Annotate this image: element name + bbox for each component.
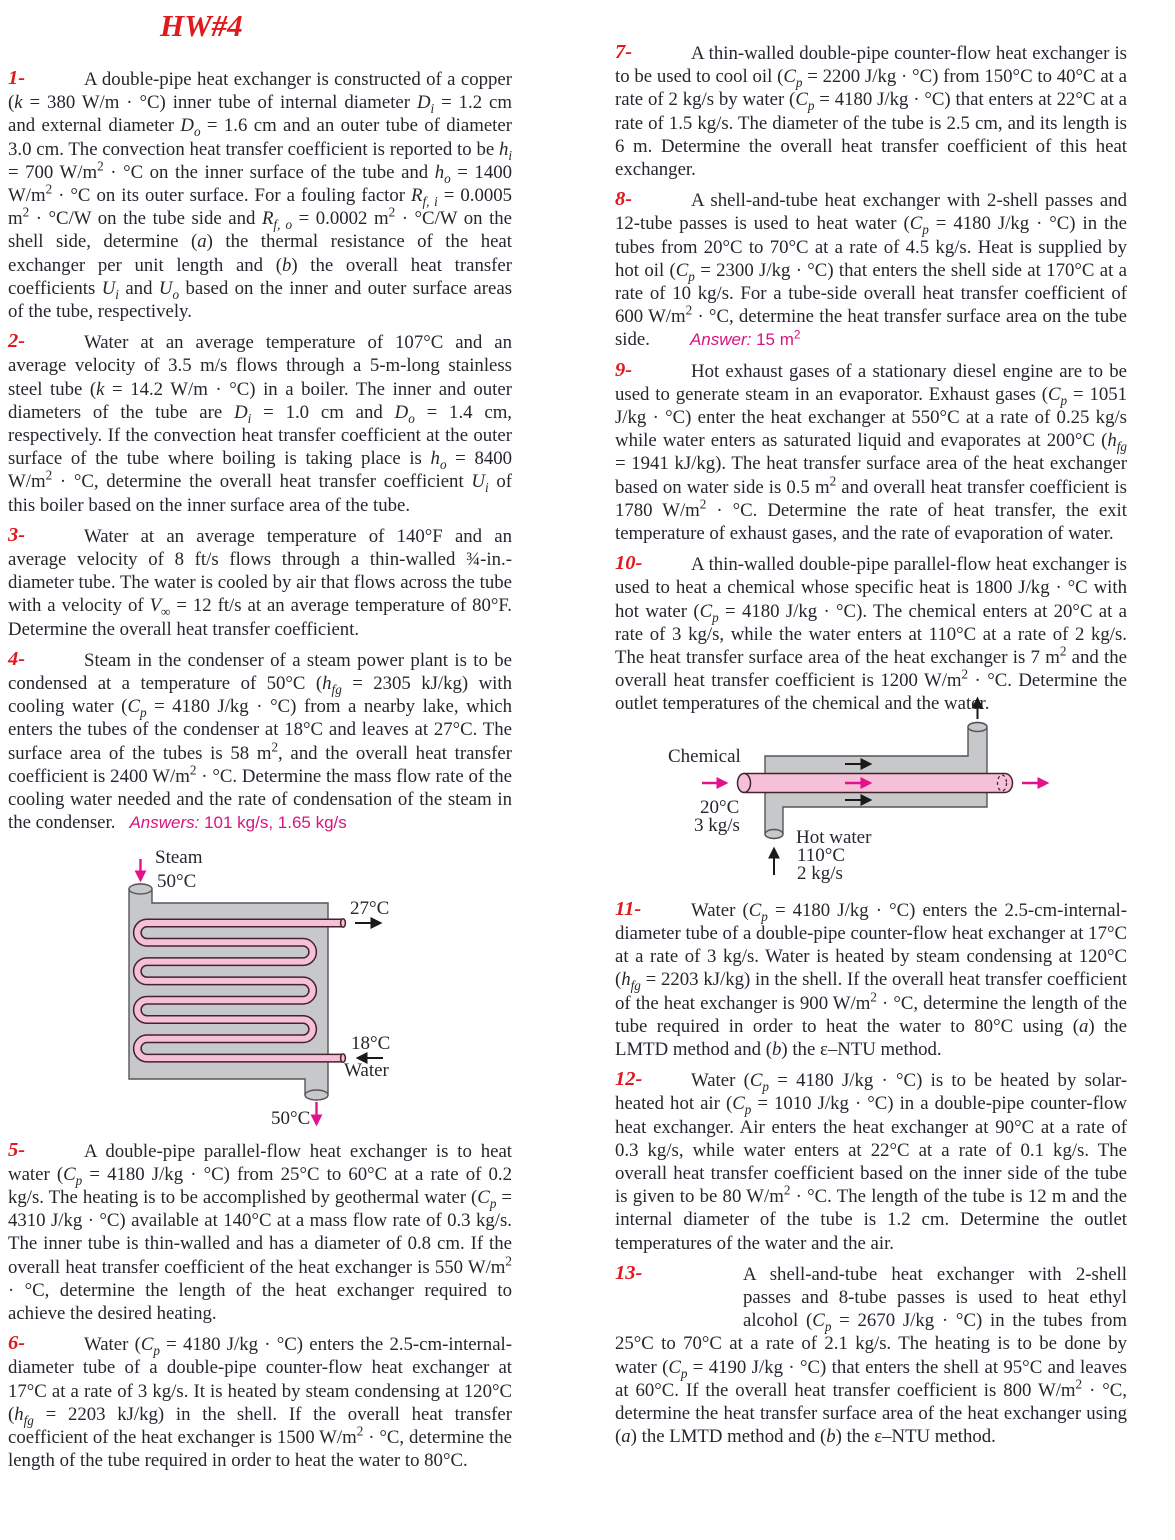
problem-5 [8,1140,512,1326]
problem-number: 9- [615,358,633,381]
problem-text: A double-pipe parallel-flow heat exchanger is to heat water ($C_p = 4180$ J/kg · °C) from 25°C to 60°C at a rate of 0.2 kg/s. The heating is to be accomplished by geothermal water ($C_p = 4310$ J/kg · °C) available at 140°C at a mass flow rate of 0.3 kg/s. The inner tube is thin-walled and has a diameter of 0.8 cm. If the overall heat transfer coefficient of the heat exchanger is 550 $W/m^2 \cdot ^\circ C$, determine the length of the heat exchanger required to achieve the desired heating. [8,1140,512,1324]
steam-label: Steam [155,846,203,868]
hot-water-temp-label: 110°C [797,844,846,866]
problem-7 [615,42,1127,181]
problem-8 [615,189,1127,351]
inner-tube [744,773,1013,792]
water-outlet-tube-end [341,918,346,926]
problem-4 [8,649,512,835]
problem-number: 4- [8,647,26,670]
left-column [8,8,512,1480]
condensate-temp-label: 50°C [271,1107,311,1129]
problem-text: Hot exhaust gases of a stationary diesel engine are to be used to generate steam in an evaporator. Exhaust gases ($C_p = 1051$ J/kg · °C) enter the heat exchanger at 550°C at a rate of 0.25 kg/s while water enters as saturated liquid and evaporates at 200°C ($h_{fg} = 1941$ kJ/kg). The heat transfer surface area of the heat exchanger based on water side is 0.5 $m^2$ and overall heat transfer coefficient is 1780 $W/m^2 \cdot ^\circ C$. Determine the rate of heat transfer, the exit temperature of exhaust gases, and the rate of evaporation of water. [615,360,1128,545]
water-inlet-temp-label: 18°C [351,1032,391,1054]
problem-3 [8,525,512,641]
problem-number: 11- [615,897,642,920]
problem-text: A thin-walled double-pipe counter-flow heat exchanger is to be used to cool oil ($C_p = 2200$ J/kg · °C) from 150°C to 40°C at a rate of 2 kg/s by water ($C_p = 4180$ J/kg · °C) that enters at 22°C at a rate of 1.5 kg/s. The diameter of the tube is 2.5 cm, and its length is 6 m. Determine the overall heat transfer coefficient of this heat exchanger. [615,43,1127,181]
right-column [615,8,1127,1456]
problem-text: A shell-and-tube heat exchanger with 2-shell passes and 12-tube passes is used to heat water ($C_p = 4180$ J/kg · °C) in the tubes from 20°C to 70°C at a rate of 4.5 kg/s. Heat is supplied by hot oil ($C_p = 2300$ J/kg · °C) that enters the shell side at 170°C at a rate of 10 kg/s. For a tube-side overall heat transfer coefficient of 600 $W/m^2 \cdot ^\circ C$, determine the heat transfer surface area on the tube side. [615,190,1127,351]
double-pipe-diagram [640,687,1060,892]
steam-inlet-stub-cap [129,884,152,894]
problem-text: A double-pipe heat exchanger is constructed of a copper (k = 380 W/m · °C) inner tube of internal diameter $D_i = 1.2$ cm and external diameter $D_o = 1.6$ cm and an outer tube of diameter 3.0 cm. The convection heat transfer coefficient is reported to be $h_i = 700$ $W/m^2 \cdot ^\circ C$ on the inner surface of the tube and $h_o = 1400$ $W/m^2 \cdot ^\circ C$ on its outer surface. For a fouling factor $R_{f, i} = 0.0005$ $m^2 \cdot ^\circ C/W$ on the tube side and $R_{f, o} = 0.0002$ $m^2 \cdot ^\circ C/W$ on the shell side, determine (a) the thermal resistance of the heat exchanger per unit length and (b) the overall heat transfer coefficients $U_i$ and $U_o$ based on the inner and outer surface areas of the tube, respectively. [8,69,513,323]
condenser-figure [75,843,512,1140]
steam-temp-label: 50°C [157,870,197,892]
problem-number: 10- [615,552,643,575]
problem-13 [615,1263,1127,1449]
problem-1 [8,68,512,323]
problem-number: 1- [8,67,26,89]
double-pipe-figure [640,687,1127,897]
problem-text: A shell-and-tube heat exchanger with 2-shell passes and 8-tube passes is used to heat ethyl alcohol ($C_p = 2670$ J/kg · °C) in the tubes from 25°C to 70°C at a rate of 2.1 kg/s. The heating is to be done by water ($C_p = 4190$ J/kg · °C) that enters the shell at 95°C and leaves at 60°C. If the overall heat transfer coefficient is 800 $W/m^2 \cdot ^\circ C$, determine the heat transfer surface area of the heat exchanger using (a) the LMTD method and (b) the ε–NTU method. [615,1263,1127,1448]
chemical-rate-label: 3 kg/s [694,814,740,836]
problem-6 [8,1333,512,1472]
problem-number: 5- [8,1138,26,1161]
problem-number: 2- [8,330,26,353]
chemical-temp-label: 20°C [700,796,740,818]
problem-11 [615,899,1127,1061]
problem-text: Water at an average temperature of 107°C and an average velocity of 3.5 m/s flows through a 5-m-long stainless steel tube (k = 14.2 W/m · °C) in a boiler. The inner and outer diameters of the tube are $D_i = 1.0$ cm and $D_o = 1.4$ cm, respectively. If the convection heat transfer coefficient at the outer surface of the tube where boiling is taking place is $h_o = 8400$ $W/m^2 \cdot ^\circ C$, determine the overall heat transfer coefficient $U_i$ of this boiler based on the inner surface area of the tube. [8,332,513,516]
problem-text: Steam in the condenser of a steam power plant is to be condensed at a temperature of 50°C ($h_{fg} = 2305$ kJ/kg) with cooling water ($C_p = 4180$ J/kg · °C) from a nearby lake, which enters the tubes of the condenser at 18°C and leaves at 27°C. The surface area of the tubes is 58 $m^2$, and the overall heat transfer coefficient is 2400 $W/m^2 \cdot ^\circ C$. Determine the mass flow rate of the cooling water needed and the rate of condensation of the steam in the condenser. [8,649,513,834]
two-column-layout [8,8,1175,1480]
problem-12 [615,1069,1127,1255]
problem-number: 7- [615,41,633,63]
problem-9 [615,360,1127,546]
water-label: Water [344,1059,389,1081]
problem-number: 6- [8,1332,26,1355]
problem-number: 12- [615,1068,643,1091]
problem-2 [8,331,512,517]
problem-number: 13- [615,1261,643,1284]
problem-number: 3- [8,523,26,546]
answer-text: Answer: 15 $m^2$ [689,327,801,350]
hot-water-rate-label: 2 kg/s [797,862,843,884]
inner-tube-left-cap [738,773,751,792]
condensate-outlet-stub-cap [305,1090,328,1100]
condenser-diagram [75,843,415,1135]
problem-number: 8- [615,188,633,211]
chemical-label: Chemical [668,745,741,767]
problem-text: Water at an average temperature of 140°F and an average velocity of 8 ft/s flows through a thin-walled ¾-in.-diameter tube. The water is cooled by air that flows across the tube with a velocity of $V_\infty = 12$ ft/s at an average temperature of 80°F. Determine the overall heat transfer coefficient. [8,525,513,640]
hot-water-label: Hot water [796,826,872,848]
hot-water-inlet-stub-cap [765,829,783,838]
problem-text: Water ($C_p = 4180$ J/kg · °C) is to be heated by solar-heated hot air ($C_p = 1010$ J/kg · °C) in a double-pipe counter-flow heat exchanger. Air enters the heat exchanger at 90°C at a rate of 0.3 kg/s, while water enters at 22°C at a rate of 0.1 kg/s. The overall heat transfer coefficient based on the inner side of the tube is given to be 80 $W/m^2 \cdot ^\circ C$. The length of the tube is 12 m and the internal diameter of the tube is 1.2 cm. Determine the outlet temperatures of the water and the air. [615,1070,1128,1254]
answer-text: Answers: 101 kg/s, 1.65 kg/s [129,813,347,833]
problem-text: Water ($C_p = 4180$ J/kg · °C) enters the 2.5-cm-internal-diameter tube of a double-pipe counter-flow heat exchanger at 17°C at a rate of 3 kg/s. Water is heated by steam condensing at 120°C ($h_{fg} = 2203$ kJ/kg) in the shell. If the overall heat transfer coefficient of the heat exchanger is 900 $W/m^2 \cdot ^\circ C$, determine the length of the tube required in order to heat the water to 80°C using (a) the LMTD method and (b) the ε–NTU method. [615,899,1127,1060]
condenser-shell [129,884,328,1100]
page-title: HW#4 [160,8,243,43]
hot-water-outlet-stub-cap [968,722,987,731]
problem-text: A thin-walled double-pipe parallel-flow heat exchanger is used to heat a chemical whose specific heat is 1800 J/kg · °C with hot water ($C_p = 4180$ J/kg · °C). The chemical enters at 20°C at a rate of 3 kg/s, while the water enters at 110°C at a rate of 2 kg/s. The heat transfer surface area of the heat exchanger is 7 $m^2$ and the overall heat transfer coefficient is 1200 $W/m^2 \cdot ^\circ C$. Determine the outlet temperatures of the chemical and the water. [615,554,1127,715]
water-outlet-temp-label: 27°C [350,897,390,919]
problem-text: Water ($C_p = 4180$ J/kg · °C) enters the 2.5-cm-internal-diameter tube of a double-pipe counter-flow heat exchanger at 17°C at a rate of 3 kg/s. It is heated by steam condensing at 120°C ($h_{fg} = 2203$ kJ/kg) in the shell. If the overall heat transfer coefficient of the heat exchanger is 1500 $W/m^2 \cdot ^\circ C$, determine the length of the tube required in order to heat the water to 80°C. [8,1334,512,1472]
